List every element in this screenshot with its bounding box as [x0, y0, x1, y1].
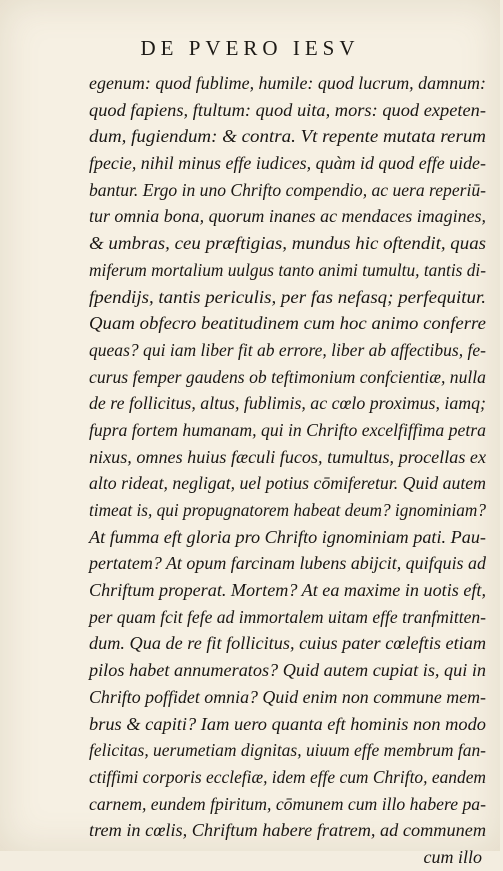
text-line: alto rideat, negligat, uel potius cōmiferetur. Quid autem — [89, 473, 486, 494]
text-line: curus femper gaudens ob teftimonium confcientiæ, nulla — [89, 366, 486, 387]
text-line: ctiffimi corporis ecclefiæ, idem effe cum Chrifto, eandem — [89, 766, 486, 787]
text-block — [89, 70, 486, 871]
text-line: de re follicitus, altus, fublimis, ac cœlo proximus, iamq; — [89, 393, 486, 414]
text-line: fupra fortem humanam, qui in Chrifto excelfiffima petra — [89, 419, 486, 440]
text-line: dum, fugiendum: & contra. Vt repente mutata rerum — [89, 126, 486, 147]
text-line: brus & capiti? Iam uero quanta eft hominis non modo — [89, 713, 487, 734]
text-line: Chrifto poffidet omnia? Quid enim non commune mem- — [89, 686, 486, 707]
text-line: egenum: quod fublime, humile: quod lucrum, damnum: — [89, 73, 486, 93]
text-line: carnem, eundem fpiritum, cōmunem cum illo habere pa- — [89, 793, 486, 814]
text-line: felicitas, uerumetiam dignitas, uiuum effe membrum fan- — [89, 740, 486, 761]
text-line: fpendijs, tantis periculis, per fas nefasq; perfequitur. — [89, 286, 486, 307]
text-line: At fumma eft gloria pro Chrifto ignominiam pati. Pau- — [89, 526, 486, 547]
text-line: trem in cœlis, Chriftum habere fratrem, ad communem — [89, 820, 487, 841]
text-line: timeat is, qui propugnatorem habeat deum? ignominiam? — [89, 500, 486, 520]
catchword: cum illo — [423, 846, 482, 867]
text-line: & umbras, ceu præftigias, mundus hic oftendit, quas — [89, 233, 487, 254]
text-line: per quam fcit fefe ad immortalem uitam effe tranfmitten- — [89, 606, 486, 627]
text-line: pertatem? At opum farcinam lubens abijcit, quifquis ad — [89, 553, 486, 574]
text-line: dum. Qua de re fit follicitus, cuius pater cœleftis etiam — [89, 633, 486, 654]
text-line: pilos habet annumeratos? Quid autem cupiat is, qui in — [89, 660, 486, 681]
text-line: tur omnia bona, quorum inanes ac mendaces imagines, — [89, 206, 486, 227]
text-line: miferum mortalium uulgus tanto animi tumultu, tantis di- — [89, 259, 486, 280]
text-line: Chriftum properat. Mortem? At ea maxime in uotis eft, — [89, 580, 486, 601]
text-line: nixus, omnes huius fæculi fucos, tumultus, procellas ex — [89, 446, 487, 467]
text-line: Quam obfecro beatitudinem cum hoc animo conferre — [89, 313, 487, 334]
text-line: quod fapiens, ftultum: quod uita, mors: quod expeten- — [89, 99, 486, 120]
text-line: bantur. Ergo in uno Chrifto compendio, ac uera reperiū- — [89, 179, 486, 200]
running-head: DE PVERO IESV — [140, 36, 360, 60]
text-line: queas? qui iam liber fit ab errore, liber ab affectibus, fe- — [89, 339, 486, 360]
text-line: fpecie, nihil minus effe iudices, quàm id quod effe uide- — [89, 153, 486, 174]
